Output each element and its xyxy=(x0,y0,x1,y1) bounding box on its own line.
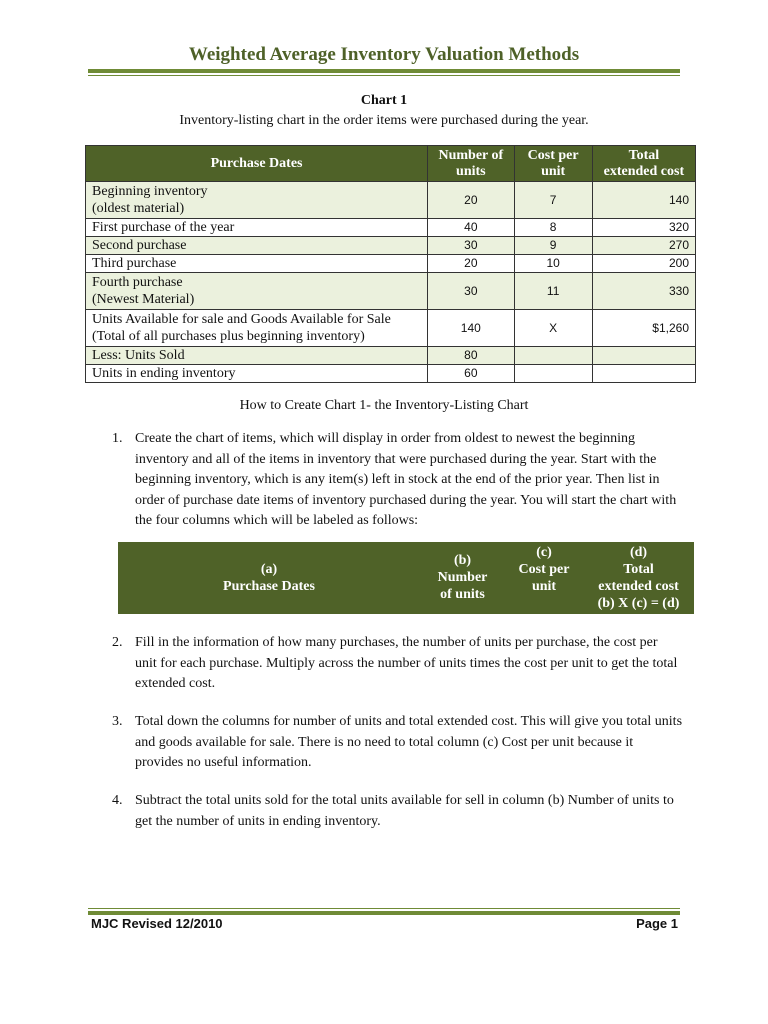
row-extended-cost: 270 xyxy=(592,237,695,255)
row-cost: X xyxy=(514,310,592,347)
step-text: Create the chart of items, which will display in order from oldest to newest the beginning inventory and all of the items in inventory that were purchased during the year. Start with the beginning inventory, which is any item(s) left in stock at the end of the prior year. Then list in order of purchase date items of inventory purchased during the year. You will start the chart with the four columns which will be labeled as follows: xyxy=(135,431,677,528)
row-label: Fourth purchase (Newest Material) xyxy=(86,273,428,310)
row-label: Beginning inventory (oldest material) xyxy=(86,182,428,219)
inventory-table xyxy=(85,145,696,383)
row-label: Less: Units Sold xyxy=(86,347,428,365)
step-number: 1. xyxy=(112,431,123,446)
step-text: Subtract the total units sold for the total units available for sell in column (b) Number of units to get the number of units in ending inventory. xyxy=(135,793,674,829)
chart-label: Chart 1 xyxy=(360,93,408,108)
step-4 xyxy=(112,791,682,832)
table-row xyxy=(86,310,696,347)
step-text: Total down the columns for number of units and total extended cost. This will give you total units and goods available for sale. There is no need to total column (c) Cost per unit because it provides no useful information. xyxy=(135,714,683,770)
table-row xyxy=(86,237,696,255)
table-row xyxy=(86,182,696,219)
chart-caption: Inventory-listing chart in the order items were purchased during the year. xyxy=(179,113,589,128)
row-extended-cost xyxy=(592,365,695,383)
step-number: 4. xyxy=(112,793,123,808)
table-row xyxy=(86,255,696,273)
row-cost: 8 xyxy=(514,219,592,237)
page-title: Weighted Average Inventory Valuation Methods xyxy=(188,44,580,65)
row-units: 30 xyxy=(428,237,514,255)
row-label: First purchase of the year xyxy=(86,219,428,237)
footer-page-number: Page 1 xyxy=(636,916,678,931)
step-3 xyxy=(112,712,682,774)
step-text: Fill in the information of how many purchases, the number of units per purchase, the cost per unit for each purchase. Multiply across the number of units times the cost per unit to get the total extended cost. xyxy=(135,635,678,691)
column-b-label: (b) Number of units xyxy=(437,553,488,602)
step-2 xyxy=(112,633,682,695)
row-extended-cost xyxy=(592,347,695,365)
header-purchase-dates: Purchase Dates xyxy=(86,146,428,182)
column-header-bar xyxy=(118,542,694,614)
column-a-label: (a) Purchase Dates xyxy=(223,562,315,594)
header-cost-per-unit: Cost per unit xyxy=(514,146,592,182)
row-cost: 11 xyxy=(514,273,592,310)
header-total-extended-cost: Total extended cost xyxy=(592,146,695,182)
row-units: 20 xyxy=(428,255,514,273)
step-1 xyxy=(112,429,682,532)
row-extended-cost: 140 xyxy=(592,182,695,219)
row-cost: 7 xyxy=(514,182,592,219)
row-extended-cost: 200 xyxy=(592,255,695,273)
how-to-title: How to Create Chart 1- the Inventory-Listing Chart xyxy=(239,398,529,413)
table-header-row xyxy=(86,146,696,182)
header-number-of-units: Number of units xyxy=(428,146,514,182)
row-units: 140 xyxy=(428,310,514,347)
row-extended-cost: 330 xyxy=(592,273,695,310)
row-cost xyxy=(514,347,592,365)
row-cost: 10 xyxy=(514,255,592,273)
table-row xyxy=(86,273,696,310)
column-d-label: (d) Total extended cost (b) X (c) = (d) xyxy=(597,545,680,611)
row-cost xyxy=(514,365,592,383)
row-units: 60 xyxy=(428,365,514,383)
row-units: 80 xyxy=(428,347,514,365)
row-label: Third purchase xyxy=(86,255,428,273)
table-row xyxy=(86,219,696,237)
row-units: 20 xyxy=(428,182,514,219)
step-number: 3. xyxy=(112,714,123,729)
row-cost: 9 xyxy=(514,237,592,255)
row-label: Second purchase xyxy=(86,237,428,255)
table-row xyxy=(86,365,696,383)
table-row xyxy=(86,347,696,365)
row-units: 30 xyxy=(428,273,514,310)
column-c-label: (c) Cost per unit xyxy=(518,545,570,594)
row-extended-cost: 320 xyxy=(592,219,695,237)
footer-revision: MJC Revised 12/2010 xyxy=(91,916,223,931)
title-divider xyxy=(88,69,680,76)
row-extended-cost: $1,260 xyxy=(592,310,695,347)
footer-divider xyxy=(88,908,680,915)
row-label: Units Available for sale and Goods Available for Sale (Total of all purchases plus beginning inventory) xyxy=(86,310,428,347)
row-units: 40 xyxy=(428,219,514,237)
row-label: Units in ending inventory xyxy=(86,365,428,383)
step-number: 2. xyxy=(112,635,123,650)
